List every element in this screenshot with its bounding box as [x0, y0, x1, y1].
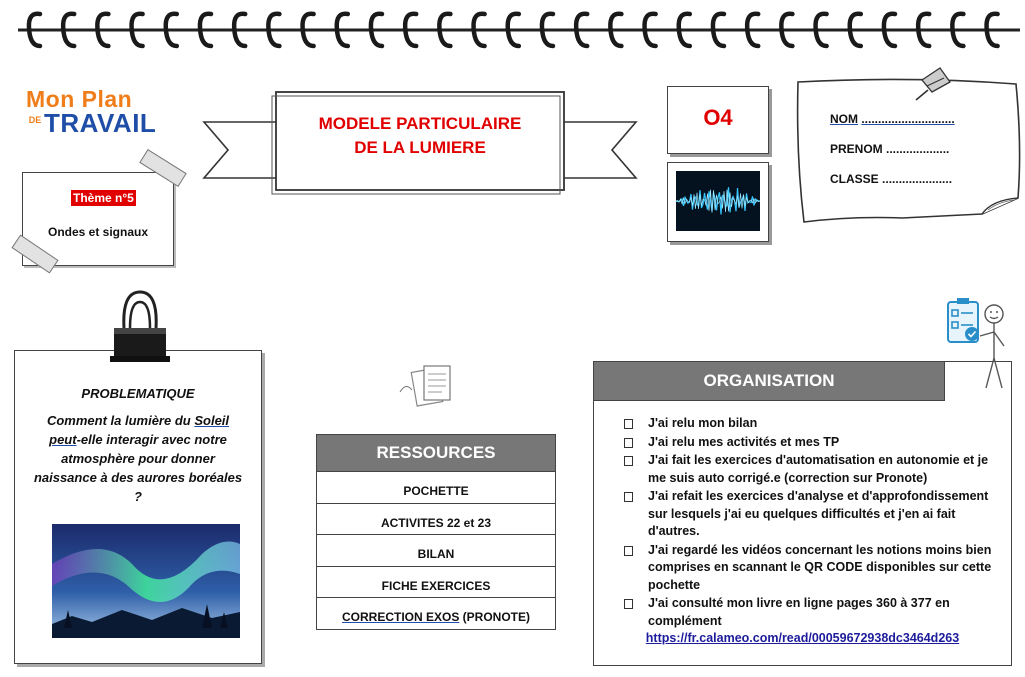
spiral-binding [0, 0, 1025, 60]
title-line1: MODELE PARTICULAIRE [318, 114, 522, 133]
waveform-icon [668, 163, 768, 241]
checklist-item[interactable]: J'ai refait les exercices d'analyse et d'approfondissement sur lesquels j'ai eu quelques difficultés et j'en ai fait d'autres. [622, 488, 1000, 541]
resource-activites[interactable]: ACTIVITES 22 et 23 [317, 504, 555, 536]
student-fields [830, 104, 955, 194]
organisation-checklist [594, 415, 1011, 630]
theme-number: Thème n°5 [73, 191, 134, 205]
checklist-item[interactable]: J'ai relu mes activités et mes TP [622, 434, 1000, 452]
resource-fiche-exercices[interactable]: FICHE EXERCICES [317, 567, 555, 599]
page-title [275, 112, 565, 160]
code-label: O4 [703, 105, 733, 130]
checklist-person-icon [940, 296, 1012, 396]
checkbox-icon[interactable] [624, 546, 633, 556]
resource-bilan[interactable]: BILAN [317, 535, 555, 567]
sound-wave-image [667, 162, 769, 242]
organisation-header: ORGANISATION [594, 362, 945, 401]
binder-clip-icon [100, 288, 180, 378]
logo-line3: TRAVAIL [44, 108, 157, 138]
organisation-panel [593, 361, 1012, 666]
prenom-field[interactable]: PRENOM ................... [830, 142, 950, 156]
resources-header: RESSOURCES [317, 435, 555, 472]
classe-field[interactable]: CLASSE ..................... [830, 172, 953, 186]
checkbox-icon[interactable] [624, 492, 633, 502]
aurora-image [52, 524, 240, 638]
resource-pochette[interactable]: POCHETTE [317, 472, 555, 504]
checklist-item[interactable]: J'ai regardé les vidéos concernant les notions moins bien comprises en scannant le QR CODE disponibles sur cette pochette [622, 542, 1000, 595]
documents-icon [396, 362, 466, 412]
calameo-link[interactable]: https://fr.calameo.com/read/00059672938dc3464d263 [645, 631, 960, 645]
logo-line1: Mon Plan [26, 86, 133, 112]
checkbox-icon[interactable] [624, 456, 633, 466]
checklist-item[interactable]: J'ai consulté mon livre en ligne pages 360 à 377 en complément [622, 595, 1000, 630]
checklist-item[interactable]: J'ai relu mon bilan [622, 415, 1000, 433]
resource-correction-exos[interactable]: CORRECTION EXOS (PRONOTE) [341, 610, 531, 624]
theme-name: Ondes et signaux [47, 225, 149, 239]
problem-title: PROBLEMATIQUE [81, 386, 195, 401]
problem-question: Comment la lumière du Soleil peut-elle interagir avec notre atmosphère pour donner naissance à des aurores boréales ? [33, 413, 243, 504]
title-line2: DE LA LUMIERE [354, 138, 486, 157]
checkbox-icon[interactable] [624, 419, 633, 429]
logo-line2: DE [28, 115, 42, 125]
resources-table [316, 434, 556, 630]
checklist-item[interactable]: J'ai fait les exercices d'automatisation en autonomie et je me suis auto corrigé.e (correction sur Pronote) [622, 452, 1000, 487]
code-box [667, 86, 769, 154]
mon-plan-de-travail-logo [24, 86, 164, 146]
checkbox-icon[interactable] [624, 599, 633, 609]
nom-field[interactable]: NOM ............................ [830, 112, 955, 126]
checkbox-icon[interactable] [624, 438, 633, 448]
